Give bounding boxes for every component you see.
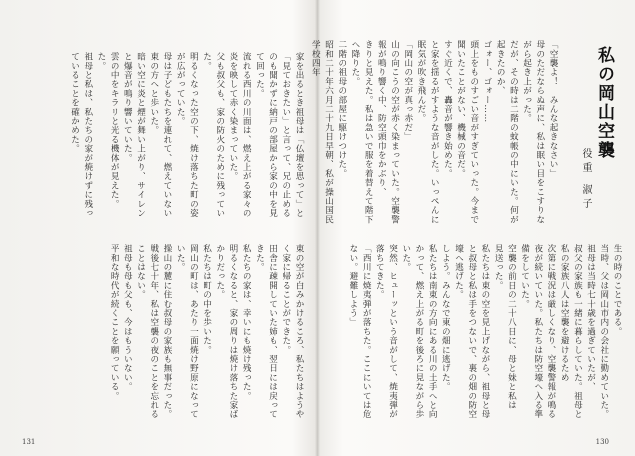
essay-author xyxy=(578,148,593,212)
left-page-lower-text: 東の空が白みかけるころ、私たちはようやく家に帰ることができた。 田舎に疎開していた姉も、翌日には戻ってきた。 私たちの家は、幸いにも焼け残った。 明るくなると、家の周りは焼け落ちた家ばかりだった。 私たちは町の中を歩いた。 岡山の町は、あたり一面焼け野原になっていた。 操山の麓に住む叔母の家族も無事だった。 戦後七十年、私は空襲の夜のことを忘れることはない。 祖母も母も父も、今はもういない。 平和な時代が続くことを願っている。 xyxy=(109,244,304,419)
left-page xyxy=(0,0,317,456)
right-page-lower-text: 生の時のことである。 当時、父は岡山市内の会社に勤めていた。祖母は当時七十歳を過ぎていたが、 叔父の家族も一緒に暮らしていた。祖母と私の家族八人は空襲を避けるため 次第に戦況は厳しくなり、空襲警報が鳴る夜が続いていた。私たちは防空壕へ入る準備をしていた。 空襲の前日の二十八日に、母と妹と私は 見送った。 私たちは東の空を見上げながら、祖母と母と叔母と私は手をつないで、裏の畑の防空壕へ逃げた。 しよう。みんなで東の畑に逃げた。 私たちは南東の方向にある川の土手へと向かって、燃え上がる町を後ろに見ながら歩いた。 突然、ヒューッという音がして、焼夷弾が落ちてきた。 「西川に焼夷弾が落ちた。ここにいては危ない。避難しよう」 xyxy=(347,244,622,419)
essay-title: 私の岡山空襲 xyxy=(594,46,614,160)
right-page-upper-text: 「空襲よ！ みんな起きなさい」 母のただならぬ声に、私は眠い目をこすりながら起き上がった。 だが、その時は二階の蚊帳の中にいた。何が起きたのか、 ゴォー、ゴォー…… 頭上をものすごい音がすぎていった。今まで聞いたことがない、機械の音だ。 すぐ近くで、轟音が響き始めた。 と家を揺るがすような音がした。いっぺんに眠気が吹き飛んだ。 「岡山の空が真っ赤だ」 山の向こうの空が赤く染まっていた。空襲警報が鳴り響く中、防空頭巾をかぶり、 きりと見えた。私は急いで服を着替えて階下へ降りた。 二階の祖母の部屋に駆けつけた。 昭和二十年六月二十九日早朝、私が操山国民学校四年 xyxy=(310,40,558,224)
left-page-upper-text: 家を出るとき祖母は「仏壇を思って」と「見ておきたい」と言って、兄の止めるのも聞かずに納戸の部屋から家の中を見て回った。 流れる西川の川面は、燃え上がる家々の炎を映して赤く染まっていた。 父も叔父も、家の防火のために残っていた。 明るくなった空の下、焼け落ちた町の姿が広がっていた。 母は子どもたちを連れて、燃えていない東の方へと歩いた。 暗い空に炎と煙が舞い上がり、サイレンと爆音が鳴り響いていた。 雲の中をキラリと光る機体が見えた。 た。 祖母と私は、私たちの家が焼けずに残っていることを確かめた。 xyxy=(69,52,304,218)
right-page xyxy=(310,0,635,456)
right-page-number: 130 xyxy=(595,438,609,446)
left-page-number: 131 xyxy=(22,438,36,446)
author-given-name: 淑子 xyxy=(580,184,591,212)
author-family-name: 役重 xyxy=(580,148,591,176)
